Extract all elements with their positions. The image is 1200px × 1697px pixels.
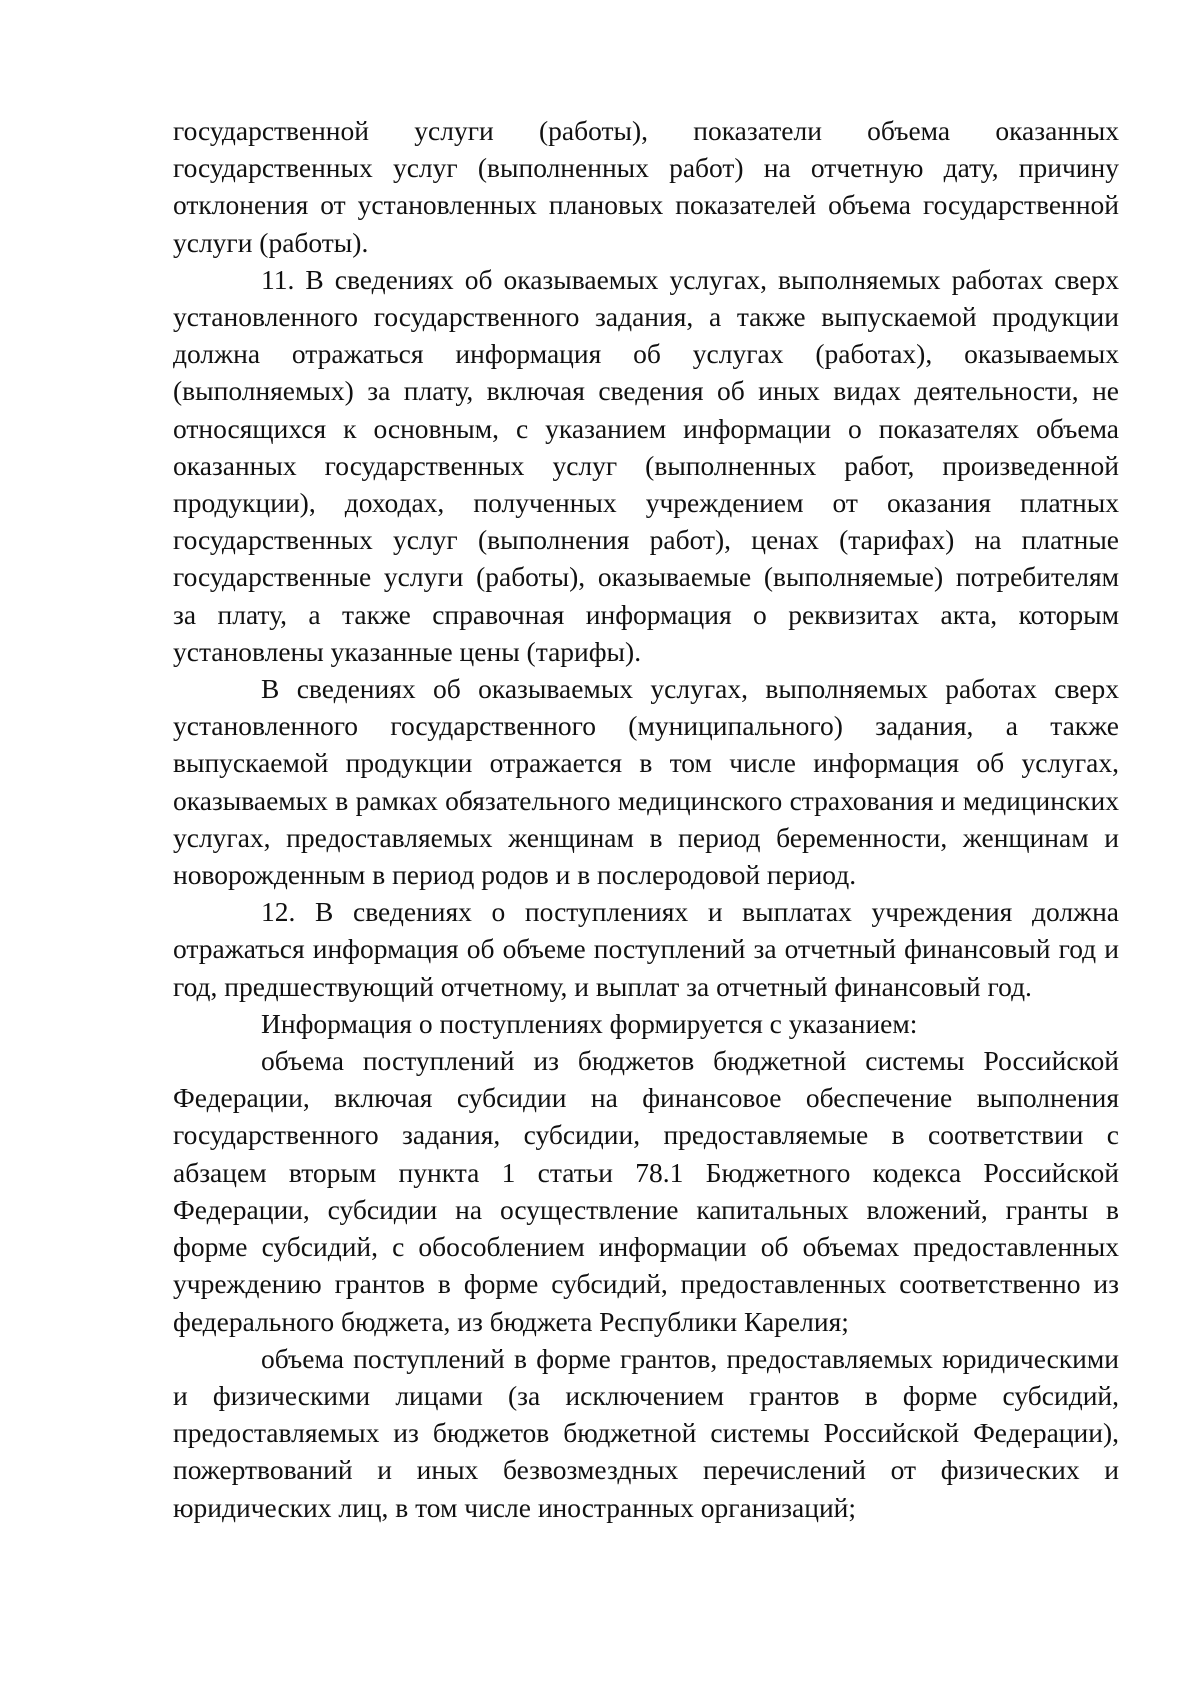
paragraph-item-11-services: В сведениях об оказываемых услугах, выполняемых работах сверх установленного государственного (муниципального) задания, а также выпускаемой продукции отражается в том числе информация об услугах, оказываемых в рамках обязательного медицинского страхования и медицинских услугах, предоставляемых женщинам в период беременности, женщинам и новорожденным в период родов и в послеродовой период.	[173, 673, 1119, 891]
paragraph-item-12-budget-receipts: объема поступлений из бюджетов бюджетной системы Российской Федерации, включая субсидии на финансовое обеспечение выполнения государственного задания, субсидии, предоставляемые в соответствии с абзацем вторым пункта 1 статьи 78.1 Бюджетного кодекса Российской Федерации, субсидии на осуществление капитальных вложений, гранты в форме субсидий, с обособлением информации об объемах предоставленных учреждению грантов в форме субсидий, предоставленных соответственно из федерального бюджета, из бюджета Республики Карелия;	[173, 1045, 1119, 1337]
paragraph-item-12-grant-receipts: объема поступлений в форме грантов, предоставляемых юридическими и физическими лицами (за исключением грантов в форме субсидий, предоставляемых из бюджетов бюджетной системы Российской Федерации), пожертвований и иных безвозмездных перечислений от физических и юридических лиц, в том числе иностранных организаций;	[173, 1342, 1119, 1523]
document-body	[173, 112, 1119, 1526]
paragraph-item-12-intro: Информация о поступлениях формируется с указанием:	[261, 1007, 918, 1039]
paragraph-continuation: государственной услуги (работы), показатели объема оказанных государственных услуг (выполненных работ) на отчетную дату, причину отклонения от установленных плановых показателей объема государственной услуги (работы).	[173, 115, 1119, 258]
paragraph-item-11: 11. В сведениях об оказываемых услугах, выполняемых работах сверх установленного государственного задания, а также выпускаемой продукции должна отражаться информация об услугах (работах), оказываемых (выполняемых) за плату, включая сведения об иных видах деятельности, не относящихся к основным, с указанием информации о показателях объема оказанных государственных услуг (выполненных работ, произведенной продукции), доходах, полученных учреждением от оказания платных государственных услуг (выполнения работ), ценах (тарифах) на платные государственные услуги (работы), оказываемые (выполняемые) потребителям за плату, а также справочная информация о реквизитах акта, которым установлены указанные цены (тарифы).	[173, 263, 1119, 667]
paragraph-item-12: 12. В сведениях о поступлениях и выплатах учреждения должна отражаться информация об объеме поступлений за отчетный финансовый год и год, предшествующий отчетному, и выплат за отчетный финансовый год.	[173, 896, 1119, 1002]
